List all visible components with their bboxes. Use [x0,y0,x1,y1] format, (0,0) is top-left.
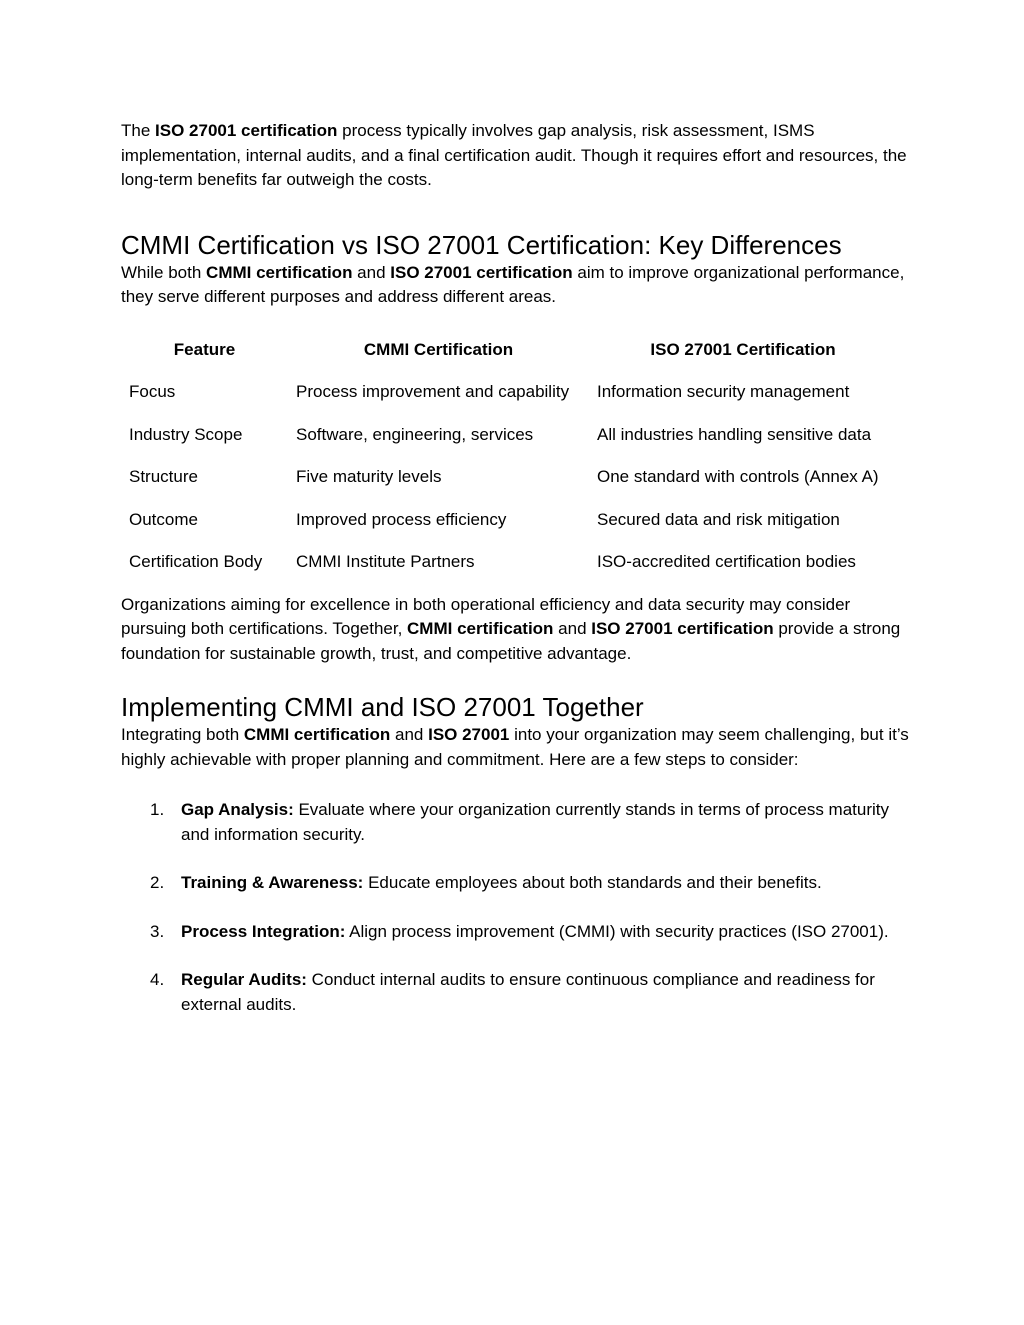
differences-paragraph [121,261,911,310]
table-cell: Process improvement and capability [296,382,570,401]
column-header: Feature [173,339,236,359]
list-item [121,798,911,847]
step-title: Gap Analysis: [181,800,294,819]
table-row [121,465,897,508]
text-segment: provide a strong foundation for sustainable growth, trust, and competitive advantage. [121,619,901,663]
bold-term: ISO 27001 [428,725,510,744]
list-item [121,968,911,1017]
step-title: Regular Audits: [181,970,307,989]
implementing-paragraph [121,723,911,772]
document-page [121,119,911,1041]
table-row [121,380,897,423]
text-segment: and [390,725,429,744]
section-heading-differences: CMMI Certification vs ISO 27001 Certification: Key Differences [121,229,842,260]
list-item [121,920,911,945]
table-cell: Industry Scope [129,424,243,444]
table-cell: Software, engineering, services [296,424,534,444]
steps-list [121,798,911,1017]
table-cell: Improved process efficiency [296,509,507,529]
bold-term: ISO 27001 certification [390,262,573,282]
intro-text-pre: The [121,121,156,140]
table-cell: Information security management [597,382,850,401]
bold-term: CMMI certification [407,619,554,638]
bold-term: ISO 27001 certification [591,619,774,638]
step-text: Align process improvement (CMMI) with security practices (ISO 27001). [345,921,889,941]
step-title: Process Integration: [181,921,346,941]
closing-paragraph [121,593,911,667]
table-row [121,550,897,593]
list-number: 2. [150,873,165,892]
table-cell: Certification Body [129,552,263,571]
text-segment: and [553,619,592,638]
table-row [121,508,897,551]
list-number: 1. [150,800,165,819]
text-segment: and [352,262,391,282]
table-header-row [121,338,897,381]
intro-paragraph [121,119,911,193]
table-cell: ISO-accredited certification bodies [597,552,856,571]
intro-text-post: process typically involves gap analysis, risk assessment, ISMS implementation, internal audits, and a final certification audit. Though it requires effort and resources, the long-term benefits far outweigh the costs. [121,121,907,189]
text-segment: into your organization may seem challenging, but it’s highly achievable with proper planning and commitment. Here are a few steps to consider: [121,725,909,769]
step-title: Training & Awareness: [181,873,364,892]
column-header: ISO 27001 Certification [650,339,836,359]
table-cell: All industries handling sensitive data [597,424,872,444]
table-cell: Secured data and risk mitigation [597,509,840,529]
table-cell: CMMI Institute Partners [296,552,475,571]
table-cell: Structure [129,467,198,486]
text-segment: Organizations aiming for excellence in both operational efficiency and data security may consider pursuing both certifications. Together, [121,594,851,638]
list-item [121,871,911,896]
step-text: Conduct internal audits to ensure continuous compliance and readiness for external audits. [181,970,875,1014]
column-header: CMMI Certification [363,339,514,359]
step-text: Evaluate where your organization currently stands in terms of process maturity and information security. [181,800,890,844]
bold-term: CMMI certification [243,725,391,744]
table-cell: Outcome [129,509,198,529]
table-cell: Focus [129,382,176,401]
section-heading-implementing: Implementing CMMI and ISO 27001 Together [121,692,644,722]
table-cell: One standard with controls (Annex A) [597,467,879,486]
list-number: 4. [150,970,165,989]
bold-term: CMMI certification [206,262,353,282]
comparison-table [121,338,897,593]
table-cell: Five maturity levels [296,467,442,486]
step-text: Educate employees about both standards and their benefits. [363,873,822,892]
text-segment: While both [121,262,207,282]
list-number: 3. [150,921,165,941]
text-segment: Integrating both [121,725,244,744]
table-row [121,423,897,466]
intro-bold-term: ISO 27001 certification [155,121,338,140]
text-segment: aim to improve organizational performance, they serve different purposes and address different areas. [121,262,905,306]
